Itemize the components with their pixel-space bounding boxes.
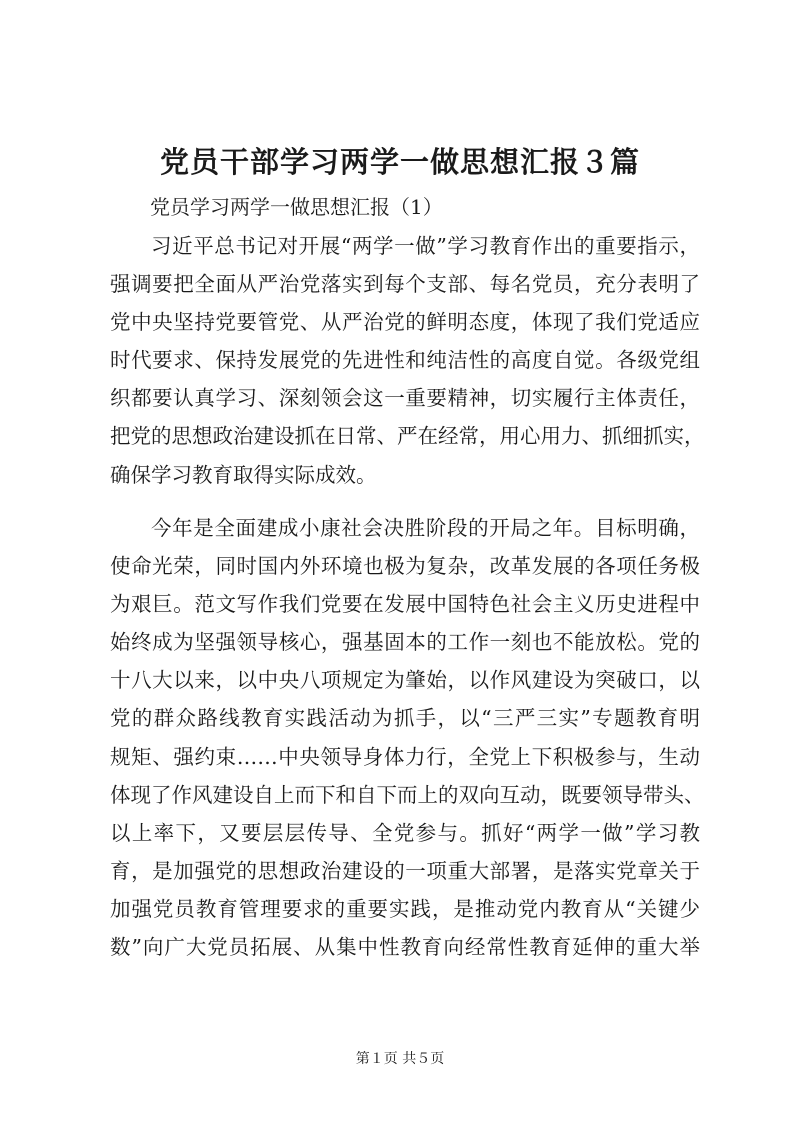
text-line: 党的群众路线教育实践活动为抓手，以“三严三实”专题教育明 bbox=[110, 706, 700, 731]
text-line: 习近平总书记对开展“两学一做”学习教育作出的重要指示， bbox=[151, 234, 700, 258]
text-line: 强调要把全面从严治党落实到每个支部、每名党员，充分表明了 bbox=[110, 272, 700, 297]
text-line: 把党的思想政治建设抓在日常、严在经常，用心用力、抓细抓实， bbox=[110, 424, 705, 449]
text-line: 十八大以来，以中央八项规定为肇始，以作风建设为突破口，以 bbox=[110, 668, 700, 693]
text-line: 始终成为坚强领导核心，强基固本的工作一刻也不能放松。党的 bbox=[110, 630, 700, 655]
text-line: 时代要求、保持发展党的先进性和纯洁性的高度自觉。各级党组 bbox=[110, 348, 700, 373]
text-line: 数”向广大党员拓展、从集中性教育向经常性教育延伸的重大举 bbox=[110, 935, 700, 960]
text-line: 党中央坚持党要管党、从严治党的鲜明态度，体现了我们党适应 bbox=[110, 310, 700, 335]
text-line: 今年是全面建成小康社会决胜阶段的开局之年。目标明确， bbox=[151, 516, 700, 540]
text-line: 织都要认真学习、深刻领会这一重要精神，切实履行主体责任， bbox=[110, 386, 700, 411]
paragraph-1 bbox=[110, 227, 705, 494]
text-line: 育，是加强党的思想政治建设的一项重大部署，是落实党章关于 bbox=[110, 858, 700, 883]
text-line: 规矩、强约束……中央领导身体力行，全党上下积极参与，生动 bbox=[110, 744, 700, 769]
page-footer: 第１页 共５页 bbox=[355, 1051, 445, 1067]
text-line: 体现了作风建设自上而下和自下而上的双向互动，既要领导带头、 bbox=[110, 782, 705, 807]
text-line: 加强党员教育管理要求的重要实践，是推动党内教育从“关键少 bbox=[110, 896, 700, 921]
text-line: 为艰巨。范文写作我们党要在发展中国特色社会主义历史进程中 bbox=[110, 592, 700, 617]
paragraph-2 bbox=[110, 509, 705, 966]
document-title: 党员干部学习两学一做思想汇报３篇 bbox=[159, 145, 640, 179]
text-line: 以上率下，又要层层传导、全党参与。抓好“两学一做”学习教 bbox=[110, 820, 700, 845]
section-subtitle: 党员学习两学一做思想汇报（1） bbox=[150, 195, 443, 219]
text-line: 使命光荣，同时国内外环境也极为复杂，改革发展的各项任务极 bbox=[110, 554, 700, 579]
text-line: 确保学习教育取得实际成效。 bbox=[110, 462, 377, 487]
